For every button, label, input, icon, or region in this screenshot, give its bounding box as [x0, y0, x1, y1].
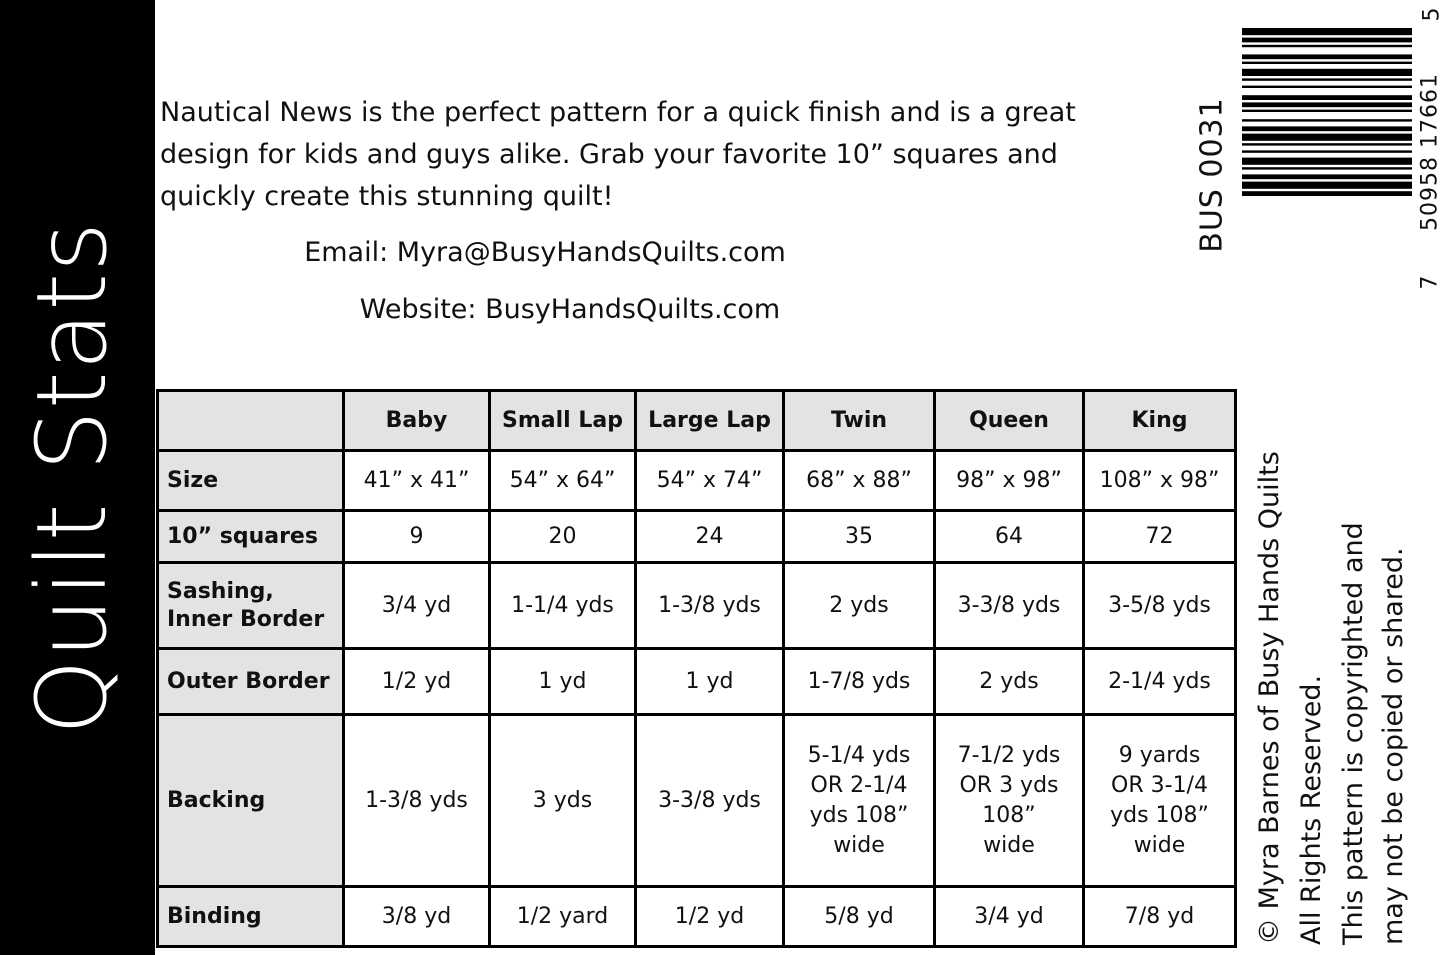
table-cell: 1/2 yd: [636, 887, 784, 947]
barcode-digit-left: 7: [1417, 274, 1443, 290]
column-header: Small Lap: [490, 391, 636, 451]
table-cell: 3/8 yd: [344, 887, 490, 947]
table-header-row: [158, 391, 1236, 451]
table-cell: 35: [784, 511, 935, 563]
table-cell: 9 yards OR 3-1/4 yds 108” wide: [1084, 715, 1236, 887]
side-title: Quilt Stats: [16, 221, 128, 735]
column-header: Baby: [344, 391, 490, 451]
table-cell: 64: [935, 511, 1084, 563]
table-cell: 41” x 41”: [344, 451, 490, 511]
table-cell: 3-3/8 yds: [935, 563, 1084, 649]
column-header: Queen: [935, 391, 1084, 451]
table-cell: 1 yd: [636, 649, 784, 715]
table-cell: 7/8 yd: [1084, 887, 1236, 947]
row-header: Outer Border: [158, 649, 344, 715]
barcode-image: [1242, 28, 1412, 270]
copyright-line: may not be copied or shared.: [1378, 547, 1409, 945]
table-cell: 98” x 98”: [935, 451, 1084, 511]
column-header: Twin: [784, 391, 935, 451]
side-banner: [0, 0, 155, 955]
row-header: Binding: [158, 887, 344, 947]
table-cell: 1/2 yd: [344, 649, 490, 715]
website-line: Website: BusyHandsQuilts.com: [359, 294, 781, 325]
table-cell: 3-3/8 yds: [636, 715, 784, 887]
copyright-line: This pattern is copyrighted and: [1338, 522, 1369, 945]
table-cell: 9: [344, 511, 490, 563]
table-cell: 3 yds: [490, 715, 636, 887]
row-header: Sashing, Inner Border: [158, 563, 344, 649]
copyright-line: © Myra Barnes of Busy Hands Quilts: [1254, 451, 1285, 945]
table-cell: 1-3/8 yds: [636, 563, 784, 649]
quilt-stats-table: [156, 389, 1237, 948]
table-cell: 68” x 88”: [784, 451, 935, 511]
email-line: Email: Myra@BusyHandsQuilts.com: [304, 237, 786, 268]
table-cell: 3/4 yd: [935, 887, 1084, 947]
table-cell: 2-1/4 yds: [1084, 649, 1236, 715]
table-row: [158, 887, 1236, 947]
table-row: [158, 451, 1236, 511]
table-cell: 108” x 98”: [1084, 451, 1236, 511]
table-cell: 72: [1084, 511, 1236, 563]
table-cell: 20: [490, 511, 636, 563]
table-cell: 1-1/4 yds: [490, 563, 636, 649]
table-corner-cell: [158, 391, 344, 451]
table-cell: 1/2 yard: [490, 887, 636, 947]
copyright-notice: [1248, 451, 1428, 950]
copyright-line: All Rights Reserved.: [1296, 674, 1327, 945]
row-header: Backing: [158, 715, 344, 887]
table-cell: 1 yd: [490, 649, 636, 715]
table-cell: 5/8 yd: [784, 887, 935, 947]
table-row: [158, 563, 1236, 649]
table-cell: 3-5/8 yds: [1084, 563, 1236, 649]
row-header: Size: [158, 451, 344, 511]
table-row: [158, 511, 1236, 563]
column-header: King: [1084, 391, 1236, 451]
table-cell: 54” x 64”: [490, 451, 636, 511]
sku-code: BUS 0031: [1194, 97, 1230, 253]
barcode-digit-right: 5: [1419, 6, 1445, 22]
table-cell: 3/4 yd: [344, 563, 490, 649]
table-cell: 1-7/8 yds: [784, 649, 935, 715]
table-cell: 1-3/8 yds: [344, 715, 490, 887]
row-header: 10” squares: [158, 511, 344, 563]
table-cell: 24: [636, 511, 784, 563]
barcode-digits-main: 50958 17661: [1417, 73, 1443, 231]
column-header: Large Lap: [636, 391, 784, 451]
table-cell: 7-1/2 yds OR 3 yds 108” wide: [935, 715, 1084, 887]
table-row: [158, 715, 1236, 887]
intro-paragraph: Nautical News is the perfect pattern for a quick finish and is a great design for kids and guys alike. Grab your favorite 10” squares and quickly create this stunning quilt!: [160, 97, 1076, 212]
table-cell: 54” x 74”: [636, 451, 784, 511]
table-cell: 5-1/4 yds OR 2-1/4 yds 108” wide: [784, 715, 935, 887]
table-cell: 2 yds: [784, 563, 935, 649]
table-cell: 2 yds: [935, 649, 1084, 715]
table-row: [158, 649, 1236, 715]
